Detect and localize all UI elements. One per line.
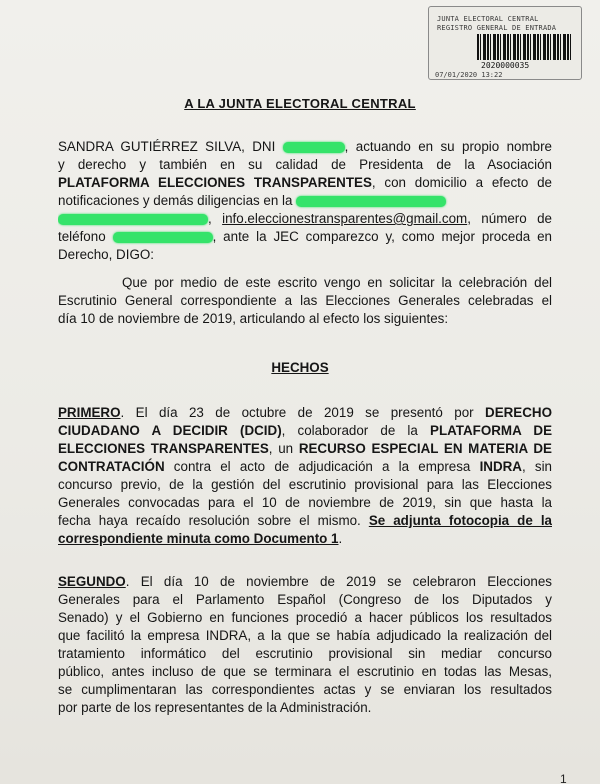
segundo-line-8: por parte de los representantes de la Administración. xyxy=(58,700,372,715)
hechos-heading: HECHOS xyxy=(271,360,329,375)
segundo-line-7: se cumplimentaran las correspondientes actas y se enviaran los resultados xyxy=(58,682,552,697)
intro-line-6: teléfono , ante la JEC comparezco y, como mejor proceda en xyxy=(58,229,552,244)
segundo-line-6: público, antes incluso de que se terminara el escrutinio en todas las Mesas, xyxy=(58,664,552,679)
primero-line-7: fecha haya recaído resolución sobre el mismo. Se adjunta fotocopia de la xyxy=(58,513,552,528)
page-number: 1 xyxy=(560,772,567,784)
primero-line-5: concurso previo, de la gestión del escrutinio provisional para las Elecciones xyxy=(58,477,552,492)
stamp-datetime: 07/01/2020 13:22 xyxy=(435,71,503,79)
segundo-line-1: SEGUNDO. El día 10 de noviembre de 2019 se celebraron Elecciones xyxy=(58,574,552,589)
intro-line-1: SANDRA GUTIÉRREZ SILVA, DNI , actuando en su propio nombre xyxy=(58,139,552,154)
segundo-line-2: Generales para el Parlamento Español (Congreso de los Diputados y xyxy=(58,592,552,607)
redaction-address xyxy=(296,196,446,207)
registry-stamp xyxy=(428,6,582,80)
request-line-3: día 10 de noviembre de 2019, articulando al efecto los siguientes: xyxy=(58,311,449,326)
barcode-icon xyxy=(477,34,573,60)
redaction-phone xyxy=(113,232,213,243)
primero-line-1: PRIMERO. El día 23 de octubre de 2019 se presentó por DERECHO xyxy=(58,405,552,420)
email-link[interactable]: info.eleccionestransparentes@gmail.com xyxy=(222,211,468,226)
primero-line-4: CONTRATACIÓN contra el acto de adjudicación a la empresa INDRA, sin xyxy=(58,459,552,474)
intro-line-7: Derecho, DIGO: xyxy=(58,247,154,262)
request-line-1: Que por medio de este escrito vengo en solicitar la celebración del xyxy=(122,275,552,290)
intro-line-3: PLATAFORMA ELECCIONES TRANSPARENTES, con domicilio a efecto de xyxy=(58,175,552,190)
stamp-line-1: JUNTA ELECTORAL CENTRAL xyxy=(437,15,539,23)
stamp-code: 2020000035 xyxy=(481,61,530,70)
segundo-line-3: Senado) y el Gobierno en funciones procedió a hacer públicos los resultados xyxy=(58,610,552,625)
redaction-address-2 xyxy=(58,214,208,225)
document-title: A LA JUNTA ELECTORAL CENTRAL xyxy=(184,96,416,111)
request-line-2: Escrutinio General correspondiente a las Elecciones Generales celebradas el xyxy=(58,293,552,308)
redaction-dni xyxy=(283,142,345,153)
intro-line-5: , info.eleccionestransparentes@gmail.com, número de xyxy=(58,210,552,228)
stamp-line-2: REGISTRO GENERAL DE ENTRADA xyxy=(437,24,557,32)
primero-line-2: CIUDADANO A DECIDIR (DCID), colaborador de la PLATAFORMA DE xyxy=(58,423,552,438)
segundo-line-4: que facilitó la empresa INDRA, a la que se había adjudicado la realización del xyxy=(58,628,552,643)
intro-line-2: y derecho y también en su calidad de Presidenta de la Asociación xyxy=(58,157,552,172)
primero-line-8: correspondiente minuta como Documento 1. xyxy=(58,531,343,546)
primero-line-3: ELECCIONES TRANSPARENTES, un RECURSO ESPECIAL EN MATERIA DE xyxy=(58,441,552,456)
primero-line-6: Generales convocadas para el 10 de noviembre de 2019, sin que hasta la xyxy=(58,495,552,510)
segundo-line-5: tratamiento informático del escrutinio provisional sin mediar concurso xyxy=(58,646,552,661)
intro-line-4: notificaciones y demás diligencias en la xyxy=(58,192,552,210)
